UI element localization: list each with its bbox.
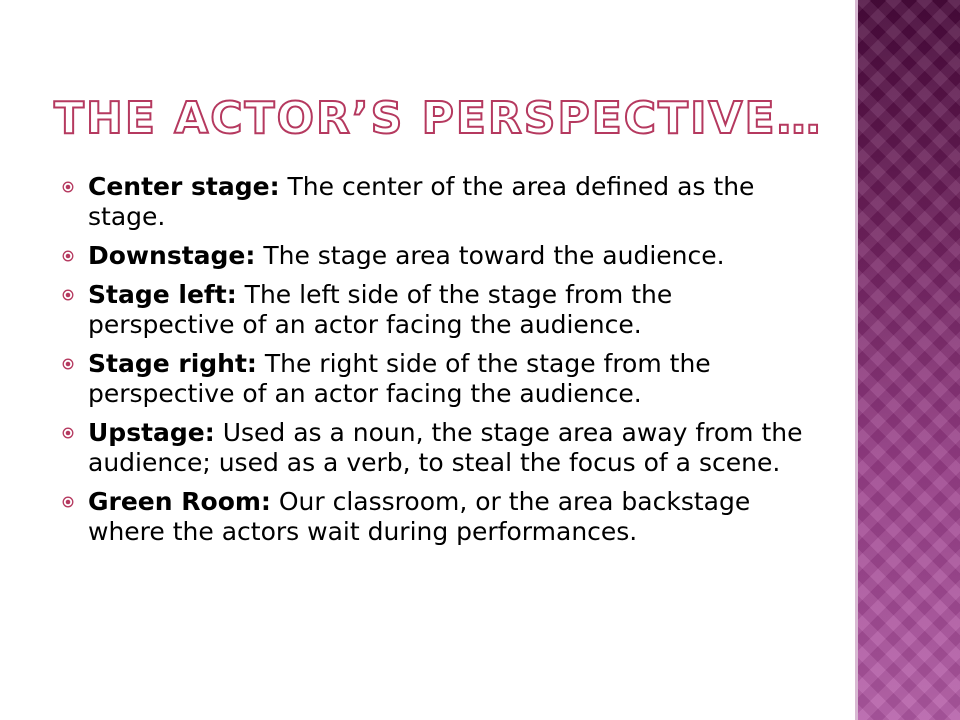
list-item <box>62 349 822 409</box>
list-item <box>62 241 822 271</box>
circled-dot-bullet-icon <box>62 250 74 262</box>
circled-dot-bullet-icon <box>62 181 74 193</box>
list-item <box>62 280 822 340</box>
circled-dot-bullet-icon <box>62 358 74 370</box>
bullet-text: Our classroom, or the area backstage where the actors wait during performances. <box>88 487 751 546</box>
circled-dot-bullet-icon <box>62 427 74 439</box>
bullet-term: Green Room: <box>88 487 271 516</box>
bullet-text: Used as a noun, the stage area away from the audience; used as a verb, to steal the focus of a scene. <box>88 418 803 477</box>
bullet-term: Upstage: <box>88 418 215 447</box>
bullet-term: Center stage: <box>88 172 280 201</box>
slide-title: THE ACTOR’S PERSPECTIVE… <box>54 93 823 144</box>
bullet-text: The center of the area defined as the stage. <box>88 172 755 231</box>
circled-dot-bullet-icon <box>62 289 74 301</box>
bullet-text: The left side of the stage from the perspective of an actor facing the audience. <box>88 280 673 339</box>
bullet-list <box>62 172 822 556</box>
bullet-text: The right side of the stage from the perspective of an actor facing the audience. <box>88 349 711 408</box>
list-item <box>62 172 822 232</box>
decorative-side-band <box>858 0 960 720</box>
bullet-term: Downstage: <box>88 241 256 270</box>
list-item <box>62 418 822 478</box>
bullet-term: Stage right: <box>88 349 257 378</box>
bullet-text: The stage area toward the audience. <box>255 241 725 270</box>
bullet-term: Stage left: <box>88 280 237 309</box>
list-item <box>62 487 822 547</box>
circled-dot-bullet-icon <box>62 496 74 508</box>
